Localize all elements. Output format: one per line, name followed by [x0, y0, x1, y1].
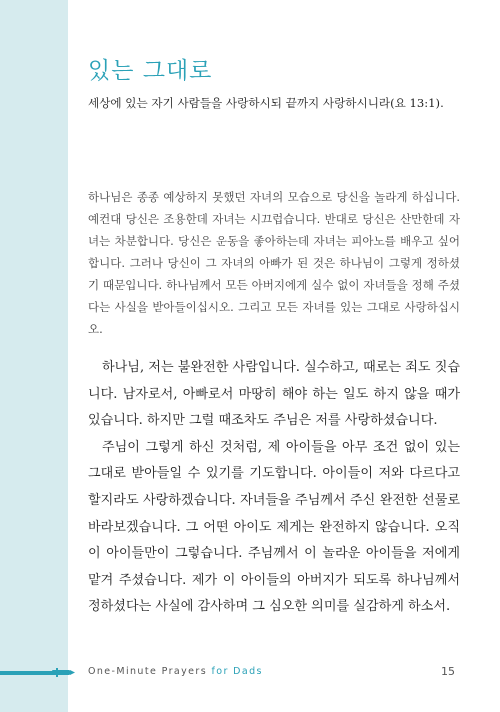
prayer-paragraph-1: 하나님, 저는 불완전한 사람입니다. 실수하고, 때로는 죄도 짓습니다. 남자로서, 아빠로서 마땅히 해야 하는 일도 하지 않을 때가 있습니다. 하지만 그럴 때조차도 주님은 저를 사랑하셨습니다.: [88, 360, 460, 429]
scripture-verse: 세상에 있는 자기 사람들을 사랑하시되 끝까지 사랑하시니라(요 13:1).: [88, 96, 444, 110]
side-color-band: [0, 0, 68, 712]
page-title: 있는 그대로: [88, 58, 213, 84]
page-number: 15: [441, 665, 455, 678]
series-main: One-Minute Prayers: [88, 666, 208, 677]
book-series-title: [88, 666, 263, 677]
prayer-paragraph-2: 주님이 그렇게 하신 것처럼, 제 아이들을 아무 조건 없이 있는 그대로 받아들일 수 있기를 기도합니다. 아이들이 저와 다르다고 할지라도 사랑하겠습니다. 자녀들을 주님께서 주신 완전한 선물로 바라보겠습니다. 그 어떤 아이도 제게는 완전하지 않습니다. 오직 이 아이들만이 그렇습니다. 주님께서 이 놀라운 아이들을 저에게 맡겨 주셨습니다. 제가 이 아이들의 아버지가 되도록 하나님께서 정하셨다는 사실에 감사하며 그 심오한 의미를 실감하게 하소서.: [88, 439, 460, 615]
prayer-text: [88, 355, 460, 621]
pen-icon: [50, 666, 76, 679]
intro-paragraph: 하나님은 종종 예상하지 못했던 자녀의 모습으로 당신을 놀라게 하십니다. 예컨대 당신은 조용한데 자녀는 시끄럽습니다. 반대로 당신은 산만한데 자녀는 차분합니다. 당신은 운동을 좋아하는데 자녀는 피아노를 배우고 싶어합니다. 그러나 당신이 그 자녀의 아빠가 된 것은 하나님이 그렇게 정하셨기 때문입니다. 하나님께서 모든 아버지에게 실수 없이 자녀들을 정해 주셨다는 사실을 받아들이십시오. 그리고 모든 자녀를 있는 그대로 사랑하십시오.: [88, 190, 460, 336]
series-accent: for Dads: [211, 666, 263, 677]
